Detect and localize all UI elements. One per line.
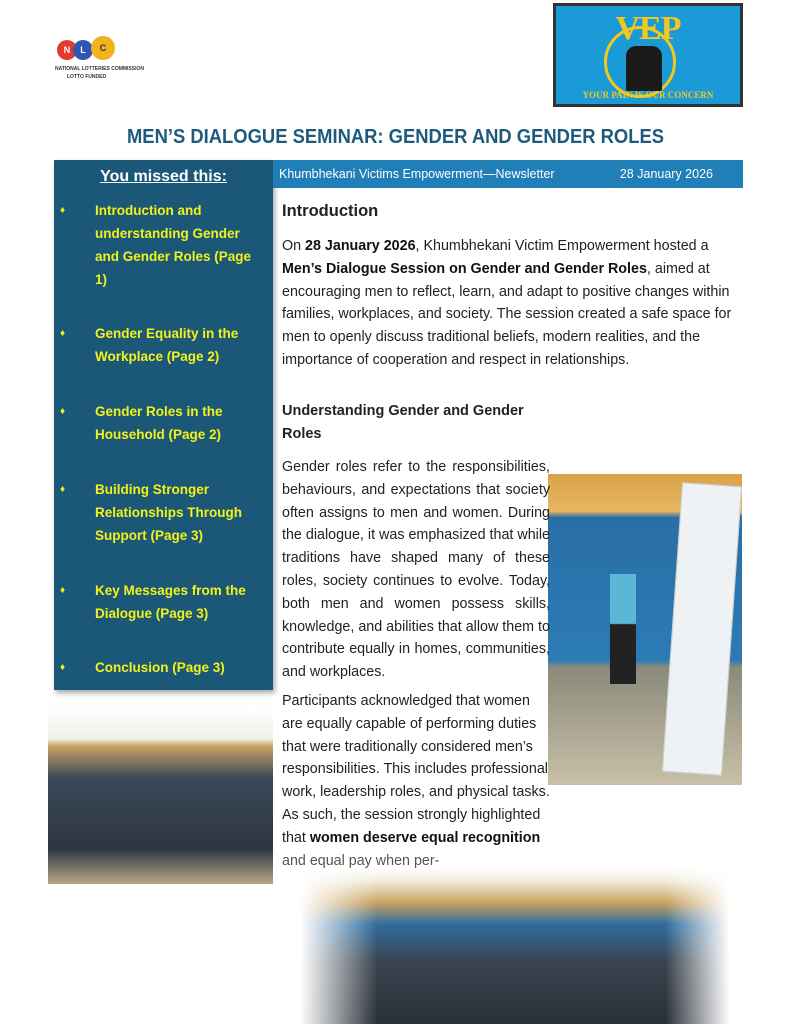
- speaker-photo: [548, 474, 742, 785]
- bullet-icon: ♦: [60, 484, 66, 495]
- sidebar-item-label: Building Stronger Relationships Through Support (Page 3): [95, 482, 242, 543]
- intro-paragraph: [282, 235, 744, 372]
- sidebar-item-label: Introduction and understanding Gender and Gender Roles (Page 1): [95, 203, 252, 287]
- sidebar-item-label: Key Messages from the Dialogue (Page 3): [95, 583, 246, 621]
- sidebar-item-label: Gender Equality in the Workplace (Page 2): [95, 326, 239, 364]
- page-title: MEN’S DIALOGUE SEMINAR: GENDER AND GENDER ROLES: [126, 126, 665, 148]
- nlc-logo: [55, 36, 144, 86]
- family-silhouette: [626, 46, 662, 91]
- bold-text: women deserve equal recognition: [309, 829, 541, 846]
- newsletter-date: 28 January 2026: [619, 167, 713, 181]
- vep-name: VEP: [615, 10, 681, 47]
- logo-letter: N: [57, 40, 77, 60]
- logo-letter: C: [91, 36, 115, 60]
- sidebar-item-label: Gender Roles in the Household (Page 2): [95, 404, 223, 442]
- text: , aimed at encouraging men to reflect, learn, and adapt to positive changes within families, workplaces, and society. The session created a safe space for men to openly discuss traditional beliefs, modern realities, and the importance of cooperation and respect in relationships.: [282, 260, 732, 368]
- bold-text: Men’s Dialogue Session on Gender and Gender Roles: [282, 260, 647, 277]
- text: and equal pay when per-: [282, 852, 440, 869]
- contents-sidebar: [54, 160, 273, 690]
- vep-logo: [553, 3, 743, 107]
- tent-audience-photo: [300, 868, 730, 1024]
- speaker: [610, 574, 636, 684]
- intro-heading: Introduction: [282, 202, 379, 220]
- gender-roles-paragraph: Gender roles refer to the responsibilities, behaviours, and expectations that society often assigns to men and women. During the dialogue, it was emphasized that while traditions have shaped many of these roles, society continues to evolve. Today, both men and women possess skills, knowledge, and abilities that allow them to contribute equally in homes, communities, and workplaces.: [282, 459, 550, 681]
- newsletter-name: Khumbhekani Victims Empowerment—Newsletter: [279, 167, 555, 181]
- banner: [662, 482, 742, 775]
- vep-tagline: YOUR PAIN IS OUR CONCERN: [582, 90, 714, 100]
- logo-letter: L: [73, 40, 93, 60]
- newsletter-header-bar: [273, 160, 743, 188]
- bullet-icon: ♦: [60, 205, 66, 216]
- section-heading: Understanding Gender and Gender Roles: [282, 403, 524, 442]
- bullet-icon: ♦: [60, 662, 66, 673]
- logo-text: LOTTO FUNDED: [67, 74, 107, 80]
- text: Participants acknowledged that women are equally capable of performing duties that were traditionally considered men’s responsibilities. This includes professional work, leadership roles, and physical tasks. As such, the session strongly highlighted that: [282, 693, 550, 846]
- bullet-icon: ♦: [60, 406, 66, 417]
- sidebar-heading: You missed this:: [100, 168, 227, 185]
- sidebar-item-label: Conclusion (Page 3): [95, 660, 225, 675]
- participants-paragraph: [282, 690, 550, 872]
- logo-text: NATIONAL LOTTERIES COMMISSION: [55, 66, 144, 72]
- bold-text: 28 January 2026: [305, 238, 416, 254]
- text: On: [282, 238, 306, 254]
- bullet-icon: ♦: [60, 328, 66, 339]
- audience-photo: [48, 707, 273, 884]
- bullet-icon: ♦: [60, 585, 66, 596]
- text: , Khumbhekani Victim Empowerment hosted a: [415, 238, 709, 254]
